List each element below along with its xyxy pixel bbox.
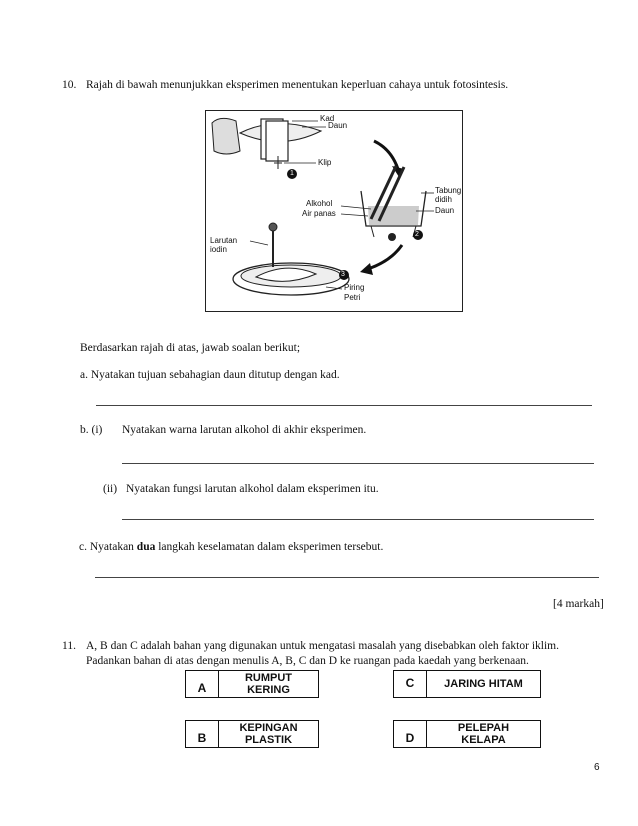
q10-part-c-bold: dua	[136, 541, 156, 553]
item-label: KEPINGAN PLASTIK	[239, 722, 298, 746]
answer-line-b-i[interactable]	[122, 463, 594, 464]
q10-part-b-i: Nyatakan warna larutan alkohol di akhir eksperimen.	[122, 424, 367, 436]
q10-part-c-rest: langkah keselamatan dalam eksperimen tersebut.	[158, 541, 384, 553]
label-air-panas: Air panas	[302, 209, 336, 218]
item-box-a	[185, 670, 319, 698]
q11-number: 11.	[62, 640, 76, 652]
step-3-badge: 3	[341, 271, 345, 278]
label-tabung: Tabung	[435, 186, 462, 195]
item-box-b	[185, 720, 319, 748]
label-kad: Kad	[320, 114, 335, 123]
item-label: PELEPAH KELAPA	[457, 722, 510, 746]
label-larutan: Larutan	[210, 236, 238, 245]
label-daun-top: Daun	[328, 121, 348, 130]
experiment-diagram	[205, 110, 463, 312]
item-letter: B	[186, 721, 219, 747]
step-1-badge: 1	[290, 170, 294, 177]
label-klip: Klip	[318, 158, 332, 167]
answer-line-a[interactable]	[96, 405, 592, 406]
step-2-badge: 2	[415, 231, 419, 238]
label-iodin: iodin	[210, 245, 227, 254]
q10-number: 10.	[62, 79, 77, 91]
item-label: JARING HITAM	[444, 678, 523, 690]
item-letter: D	[394, 721, 427, 747]
label-petri: Petri	[344, 293, 361, 302]
q10-marks: [4 markah]	[553, 598, 604, 610]
item-letter: A	[186, 671, 219, 697]
label-alkohol: Alkohol	[306, 199, 333, 208]
item-label: RUMPUT KERING	[244, 672, 293, 696]
item-box-d	[393, 720, 541, 748]
q10-part-c	[79, 541, 383, 553]
label-daun-mid: Daun	[435, 206, 455, 215]
answer-line-b-ii[interactable]	[122, 519, 594, 520]
q10-stem: Rajah di bawah menunjukkan eksperimen menentukan keperluan cahaya untuk fotosintesis.	[86, 79, 509, 91]
q10-part-b-i-prefix: b. (i)	[80, 424, 103, 436]
q10-part-a: a. Nyatakan tujuan sebahagian daun ditutup dengan kad.	[80, 369, 340, 381]
q10-intro: Berdasarkan rajah di atas, jawab soalan berikut;	[80, 342, 301, 354]
answer-line-c[interactable]	[95, 577, 599, 578]
q11-line2: Padankan bahan di atas dengan menulis A, B, C dan D ke ruangan pada kaedah yang berkenaan.	[86, 655, 529, 667]
label-piring: Piring	[344, 283, 365, 292]
q11-line1: A, B dan C adalah bahan yang digunakan untuk mengatasi masalah yang disebabkan oleh faktor iklim.	[86, 640, 559, 652]
q10-part-c-prefix: c. Nyatakan	[79, 541, 134, 553]
item-letter: C	[394, 671, 427, 697]
q10-part-b-ii-prefix: (ii)	[103, 483, 118, 495]
label-didih: didih	[435, 195, 452, 204]
page-number: 6	[594, 762, 600, 773]
item-box-c	[393, 670, 541, 698]
q10-part-b-ii: Nyatakan fungsi larutan alkohol dalam eksperimen itu.	[126, 483, 379, 495]
